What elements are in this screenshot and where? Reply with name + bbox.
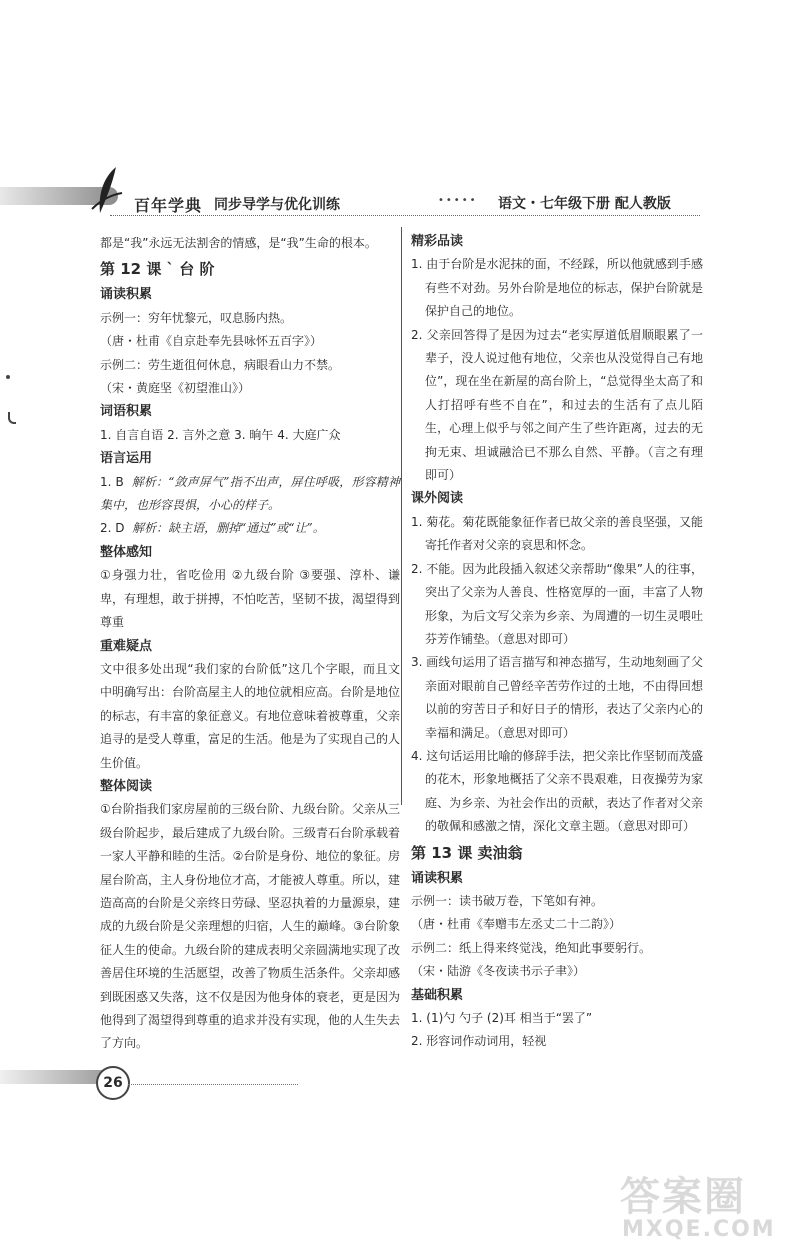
answer-paragraph: ①身强力壮，省吃俭用 ②九级台阶 ③要强、淳朴、谦卑，有理想，敢于拼搏，不怕吃苦，坚韧不拔，渴望得到尊重 [100, 568, 401, 630]
example-line: 示例一：读书破万卷，下笔如有神。 [411, 893, 604, 908]
section-title: 整体感知 [100, 544, 153, 560]
footer-bar [0, 1070, 110, 1084]
page-header [0, 165, 800, 225]
section-title: 精彩品读 [411, 234, 464, 249]
answer-explanation: 解析：“敛声屏气”指不出声，屏住呼吸，形容精神集中，也形容畏惧，小心的样子。 [100, 474, 400, 513]
column-divider [401, 227, 402, 805]
header-brand: 百年学典 [134, 196, 203, 215]
answer-choice: 2. D [100, 521, 125, 536]
answer-item [100, 517, 400, 540]
watermark-title: 答案圈 [620, 1174, 746, 1220]
watermark-logo [610, 1165, 780, 1245]
section-title: 语言运用 [100, 451, 153, 467]
section-title: 重难疑点 [100, 638, 153, 654]
citation: （唐・杜甫《奉赠韦左丞丈二十二韵》） [411, 917, 622, 932]
citation: （唐・杜甫《自京赴奉先县咏怀五百字》） [100, 334, 323, 349]
answer-item: 4. 这句话运用比喻的修辞手法，把父亲比作坚韧而茂盛的花木，形象地概括了父亲不畏艰难，日夜操劳为家庭、为乡亲、为社会作出的贡献，表达了作者对父亲的敬佩和感激之情，深化文章主题。（意思对即可） [411, 748, 703, 834]
header-subtitle: 同步导学与优化训练 [214, 197, 340, 213]
answer-item: 1. 菊花。菊花既能象征作者已故父亲的善良坚强，又能寄托作者对父亲的哀思和怀念。 [411, 514, 703, 553]
answer-line: 1. 自言自语 2. 言外之意 3. 晌午 4. 大庭广众 [100, 427, 341, 442]
lesson-13-title: 第 13 课 卖油翁 [411, 843, 523, 862]
example-line: 示例二：劳生逝徂何休息，病眼看山力不禁。 [100, 357, 341, 372]
header-divider [110, 215, 700, 216]
section-title: 词语积累 [100, 404, 153, 420]
answer-paragraph: ①台阶指我们家房屋前的三级台阶、九级台阶。父亲从三级台阶起步，最后建成了九级台阶。三级青石台阶承载着一家人平静和睦的生活。②台阶是身份、地位的象征。房屋台阶高，主人身份地位才高，才能被人尊重。所以，建造高高的台阶是父亲终日劳碌、坚忍执着的力量源泉，建成的九级台阶是父亲理想的归宿，人生的巅峰。③台阶象征人生的使命。九级台阶的建成表明父亲圆满地实现了改善居住环境的生活愿望，改善了物质生活条件。父亲却感到既困惑又失落，这不仅是因为他身体的衰老，更是因为他得到了渴望得到尊重的追求并没有实现，他的人生失去了方向。 [100, 802, 401, 1051]
section-title: 基础积累 [411, 987, 464, 1003]
watermark-url: MXQE.COM [622, 1217, 776, 1242]
section-title: 整体阅读 [100, 778, 153, 794]
example-line: 示例二：纸上得来终觉浅，绝知此事要躬行。 [411, 940, 652, 955]
citation: （宋・陆游《冬夜读书示子聿》） [411, 964, 586, 979]
answer-item: 2. 形容词作动词用，轻视 [411, 1034, 547, 1049]
intro-text: 都是“我”永远无法割舍的情感，是“我”生命的根本。 [100, 236, 377, 250]
header-dots: ••••• [438, 195, 478, 206]
quill-icon [86, 165, 126, 217]
margin-mark [8, 412, 16, 424]
left-column [100, 232, 400, 1056]
answer-item: 3. 画线句运用了语言描写和神态描写，生动地刻画了父亲面对眼前自己曾经辛苦劳作过的土地，不由得回想以前的穷苦日子和好日子的情形，表达了父亲内心的幸福和满足。（意思对即可） [411, 655, 703, 740]
lesson-12-title: 第 12 课 ` 台 阶 [100, 260, 215, 279]
answer-item: 2. 父亲回答得了是因为过去“老实厚道低眉顺眼累了一辈子，没人说过他有地位，父亲也从没觉得自己有地位”，现在坐在新屋的高台阶上，“总觉得坐太高了和人打招呼有些不自在”，和过去的生活有了点儿陌生，心理上似乎与邻之间产生了些许距离，过去的无拘无束、坦诚融洽已不那么自然、平静。（言之有理即可） [411, 327, 703, 483]
example-line: 示例一：穷年忧黎元，叹息肠内热。 [100, 310, 293, 325]
page-number: 26 [96, 1066, 130, 1100]
answer-item: 1. 由于台阶是水泥抹的面，不经踩，所以他就感到手感有些不对劲。另外台阶是地位的标志，保护台阶就是保护自己的地位。 [411, 257, 703, 319]
margin-mark [6, 375, 10, 379]
citation: （宋・黄庭坚《初望淮山》） [100, 381, 251, 396]
answer-paragraph: 文中很多处出现“我们家的台阶低”这几个字眼，而且文中明确写出：台阶高屋主人的地位就相应高。台阶是地位的标志，有丰富的象征意义。有地位意味着被尊重，父亲追寻的是受人尊重，富足的生活。他是为了实现自己的人生价值。 [100, 661, 401, 770]
footer-divider [128, 1084, 298, 1085]
answer-item: 1. (1)勺 勺子 (2)耳 相当于“罢了” [411, 1011, 593, 1025]
answer-choice: 1. B [100, 474, 124, 489]
answer-item [100, 471, 400, 518]
section-title: 诵读积累 [411, 870, 464, 886]
header-book-info: 语文・七年级下册 配人教版 [498, 196, 671, 212]
section-title: 课外阅读 [411, 491, 464, 507]
answer-item: 2. 不能。因为此段插入叙述父亲帮助“像果”人的往事，突出了父亲为人善良、性格宽厚的一面，丰富了人物形象，为后文写父亲为乡亲、为周遭的一切生灵喂吐芬芳作铺垫。（意思对即可） [411, 561, 703, 646]
answer-explanation: 解析：缺主语，删掉“通过”或“让”。 [132, 521, 325, 536]
right-column [411, 230, 703, 1054]
section-title: 诵读积累 [100, 287, 153, 303]
